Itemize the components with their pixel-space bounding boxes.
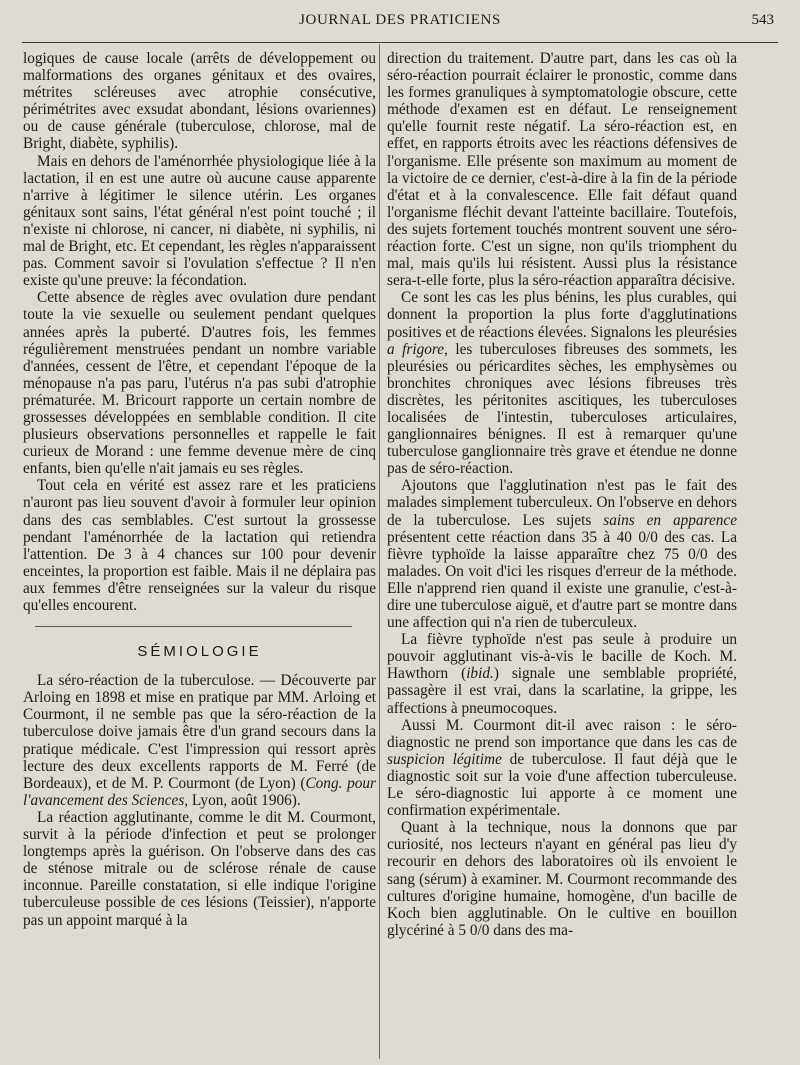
italic-text: suspicion légitime: [387, 750, 502, 768]
page-number: 543: [751, 12, 774, 28]
paragraph: [387, 477, 737, 631]
text: Ce sont les cas les plus bénins, les plus curables, qui donnent la proportion la plus forte d'agglutinations positives et de réactions élevées. Signalons les pleurésies: [387, 289, 737, 341]
text: La fièvre typhoïde n'est pas seule à produire un pouvoir agglutinant vis-à-vis le bacille de Koch. M. Hawthorn (: [387, 631, 737, 683]
paragraph: Cette absence de règles avec ovulation dure pendant toute la vie sexuelle ou seulement pendant quelques années après la puberté. D'autres fois, les femmes régulièrement menstruées pendant un nombre variable d'années, cessent de l'être, et cependant l'époque de la ménopause n'a pas paru, l'utérus n'a pas subi d'atrophie prématurée. M. Bricourt rapporte un certain nombre de grossesses développées en semblable condition. Il cite plusieurs observations personnelles et rappelle le fait curieux de Morand : une femme devenue mère de cinq enfants, bien qu'elle n'ait jamais eu ses règles.: [23, 289, 376, 478]
paragraph: La réaction agglutinante, comme le dit M. Courmont, survit à la période d'infection et peut se prolonger longtemps après la guérison. On l'observe dans des cas de sténose mitrale ou de sclérose rénale de cause inconnue. Pareille constatation, si elle indique l'origine tuberculeuse possible de ces lésions (Teissier), n'apporte pas un appoint marqué à la: [23, 808, 376, 929]
italic-text: a frigore: [387, 340, 445, 358]
text: Aussi M. Courmont dit-il avec raison : le séro-diagnostic ne prend son importance que dans les cas de: [387, 716, 737, 751]
journal-title: JOURNAL DES PRATICIENS: [299, 12, 501, 28]
paragraph: [387, 717, 737, 820]
text: Ajoutons que l'agglutination n'est pas le fait des malades simplement tuberculeux. On l'observe en dehors de la tuberculose. Les sujets: [387, 477, 737, 529]
italic-text: sains en apparence: [603, 511, 737, 529]
paragraph: direction du traitement. D'autre part, dans les cas où la séro-réaction pourrait éclairer le pronostic, comme dans les formes granuliques à symptomatologie obscure, cette méthode d'examen est en défaut. Le renseignement qu'elle fournit reste négatif. La séro-réaction est, en effet, en rapports étroits avec les réactions défensives de l'organisme. Elle présente son maximum au moment de la victoire de ce dernier, c'est-à-dire à la fin de la période d'état et à la convalescence. Elle fait défaut quand l'organisme fléchit devant l'atteinte bacillaire. Toutefois, des sujets fortement touchés montrent souvent une séro-réaction forte. C'est un signe, non qu'ils triomphent du mal, mais qu'ils lui résistent. Aussi plus la résistance sera-t-elle forte, plus la séro-réaction apparaîtra décisive.: [387, 50, 737, 290]
header-rule: [22, 42, 778, 43]
page-header: [0, 6, 800, 36]
citation: Cong. pour l'avancement des Sciences: [23, 774, 376, 809]
section-divider: [35, 626, 352, 627]
article-paragraph: [23, 672, 376, 809]
section-heading: SÉMIOLOGIE: [137, 643, 262, 661]
column-divider: [379, 44, 380, 1059]
paragraph: [387, 289, 737, 477]
paragraph: Tout cela en vérité est assez rare et les praticiens n'auront pas lieu souvent d'avoir à formuler leur opinion dans des cas semblables. C'est surtout la grossesse pendant l'aménorrhée de la lactation qui retiendra l'attention. De 3 à 4 chances sur 100 pour devenir enceintes, la proportion est faible. Mais il ne déplaira pas aux femmes d'être renseignées sur la valeur du risque qu'elles encourent.: [23, 477, 376, 614]
paragraph: [387, 631, 737, 716]
right-column: [387, 50, 737, 939]
paragraph: logiques de cause locale (arrêts de développement ou malformations des organes génitaux et des ovaires, métrites scléreuses avec atrophie consécutive, périmétrites avec exsudat abondant, lésions ovariennes) ou de cause générale (tuberculose, chlorose, mal de Bright, diabète, syphilis).: [23, 50, 376, 153]
citation-end: , Lyon, août 1906).: [184, 791, 301, 809]
paragraph: Quant à la technique, nous la donnons que par curiosité, nos lecteurs n'ayant en général pas lieu d'y recourir en dehors des laboratoires où ils envoient le sang (sérum) à examiner. M. Courmont recommande des cultures d'origine humaine, homogène, d'un bacille de Koch bien agglutinable. On le cultive en bouillon glycériné à 5 0/0 dans des ma-: [387, 819, 737, 939]
text: , les tuberculoses fibreuses des sommets, les pleurésies ou péricardites sèches, les emphysèmes ou bronchites chroniques avec lésions fibreuses très discrètes, les péritonites ascitiques, les tuberculoses localisées de l'intestin, tuberculoses articulaires, ganglionnaires bénignes. Il est à remarquer qu'une tuberculose ganglionnaire très grave et étendue ne donne pas de séro-réaction.: [387, 340, 737, 478]
text: de tuberculose. Il faut déjà que le diagnostic soit sur la voie d'une affection tuberculeuse. Le séro-diagnostic lui apporte à ce moment une confirmation expérimentale.: [387, 750, 737, 820]
paragraph: Mais en dehors de l'aménorrhée physiologique liée à la lactation, il en est une autre où aucune cause apparente n'arrive à légitimer le silence utérin. Les organes génitaux sont sains, l'état général n'est point touché ; il n'existe ni chlorose, ni cancer, ni diabète, ni syphilis, ni mal de Bright, etc. Et cependant, les règles n'apparaissent pas. Comment savoir si l'ovulation s'effectue ? Il n'en existe qu'une preuve: la fécondation.: [23, 152, 376, 290]
text: présentent cette réaction dans 35 à 40 0/0 des cas. La fièvre typhoïde la laisse apparaître chez 75 0/0 des malades. On voit d'ici les risques d'erreur de la méthode. Elle n'apprend rien quand il existe une granulie, c'est-à-dire une tuberculose aiguë, et d'autre part se montre dans une affection qui n'a rien de tuberculeux.: [387, 528, 737, 632]
left-column: [23, 50, 376, 929]
italic-text: ibid.: [466, 665, 494, 683]
article-text: Découverte par Arloing en 1898 et mise en pratique par MM. Arloing et Courmont, il ne semble pas que la séro-réaction de la tuberculose doive jamais être d'un grand secours dans la pratique médicale. C'est l'impression qui ressort après lecture des deux excellents rapports de M. Ferré (de Bordeaux), et de M. P. Courmont (de Lyon) (: [23, 672, 376, 792]
text: ) signale une semblable propriété, passagère il est vrai, dans la scarlatine, la grippe, les affections à pneumocoques.: [387, 665, 738, 717]
article-title: La séro-réaction de la tuberculose. —: [37, 672, 276, 690]
